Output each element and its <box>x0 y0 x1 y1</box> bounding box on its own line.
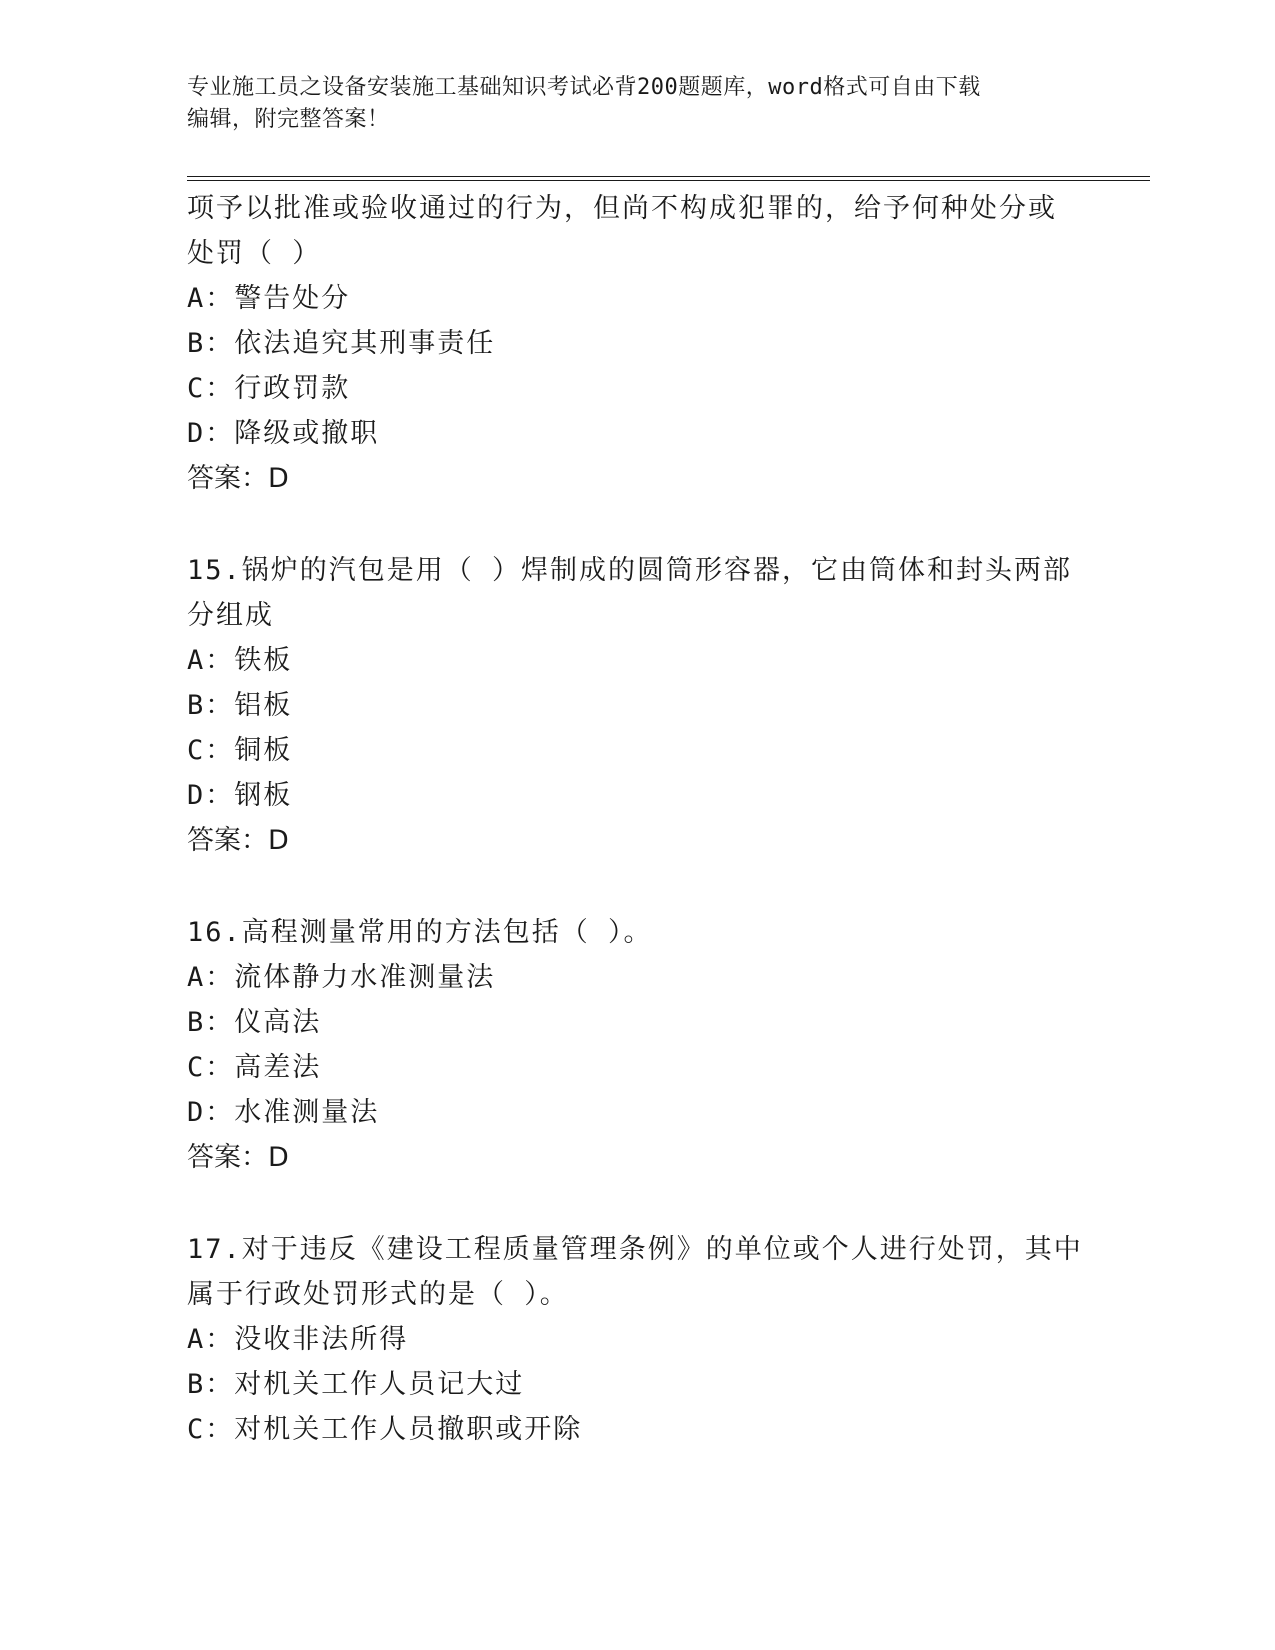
header-line-2: 编辑，附完整答案！ <box>187 107 390 132</box>
option-b: B：仪高法 <box>187 1007 322 1038</box>
option-c: C：高差法 <box>187 1052 322 1083</box>
question-15 <box>187 548 1087 863</box>
option-a: A：警告处分 <box>187 283 351 314</box>
question-list <box>187 186 1087 1452</box>
header-divider <box>187 176 1150 181</box>
question-stem: 项予以批准或验收通过的行为，但尚不构成犯罪的，给予何种处分或 <box>187 193 1057 224</box>
answer: 答案：D <box>187 825 289 856</box>
option-d: D：水准测量法 <box>187 1097 380 1128</box>
question-17 <box>187 1227 1087 1452</box>
option-a: A：铁板 <box>187 645 293 676</box>
document-header <box>187 72 1067 136</box>
option-d: D：钢板 <box>187 780 293 811</box>
answer: 答案：D <box>187 1142 289 1173</box>
option-c: C：对机关工作人员撤职或开除 <box>187 1414 583 1445</box>
question-stem: 分组成 <box>187 600 274 631</box>
question-stem: 处罚（ ） <box>187 238 322 269</box>
option-d: D：降级或撤职 <box>187 418 380 449</box>
answer: 答案：D <box>187 463 289 494</box>
option-c: C：行政罚款 <box>187 373 351 404</box>
option-a: A：没收非法所得 <box>187 1324 409 1355</box>
option-a: A：流体静力水准测量法 <box>187 962 496 993</box>
option-c: C：铜板 <box>187 735 293 766</box>
header-line-1: 专业施工员之设备安装施工基础知识考试必背200题题库，word格式可自由下载 <box>187 75 981 100</box>
spacer <box>187 1180 1087 1227</box>
option-b: B：对机关工作人员记大过 <box>187 1369 525 1400</box>
question-16 <box>187 910 1087 1180</box>
question-stem: 16.高程测量常用的方法包括（ ）。 <box>187 917 653 948</box>
spacer <box>187 501 1087 548</box>
option-b: B：依法追究其刑事责任 <box>187 328 496 359</box>
question-stem: 15.锅炉的汽包是用（ ）焊制成的圆筒形容器，它由筒体和封头两部 <box>187 555 1073 586</box>
question-14 <box>187 186 1087 501</box>
question-stem: 属于行政处罚形式的是（ ）。 <box>187 1279 569 1310</box>
option-b: B：铝板 <box>187 690 293 721</box>
question-stem: 17.对于违反《建设工程质量管理条例》的单位或个人进行处罚，其中 <box>187 1234 1083 1265</box>
spacer <box>187 863 1087 910</box>
